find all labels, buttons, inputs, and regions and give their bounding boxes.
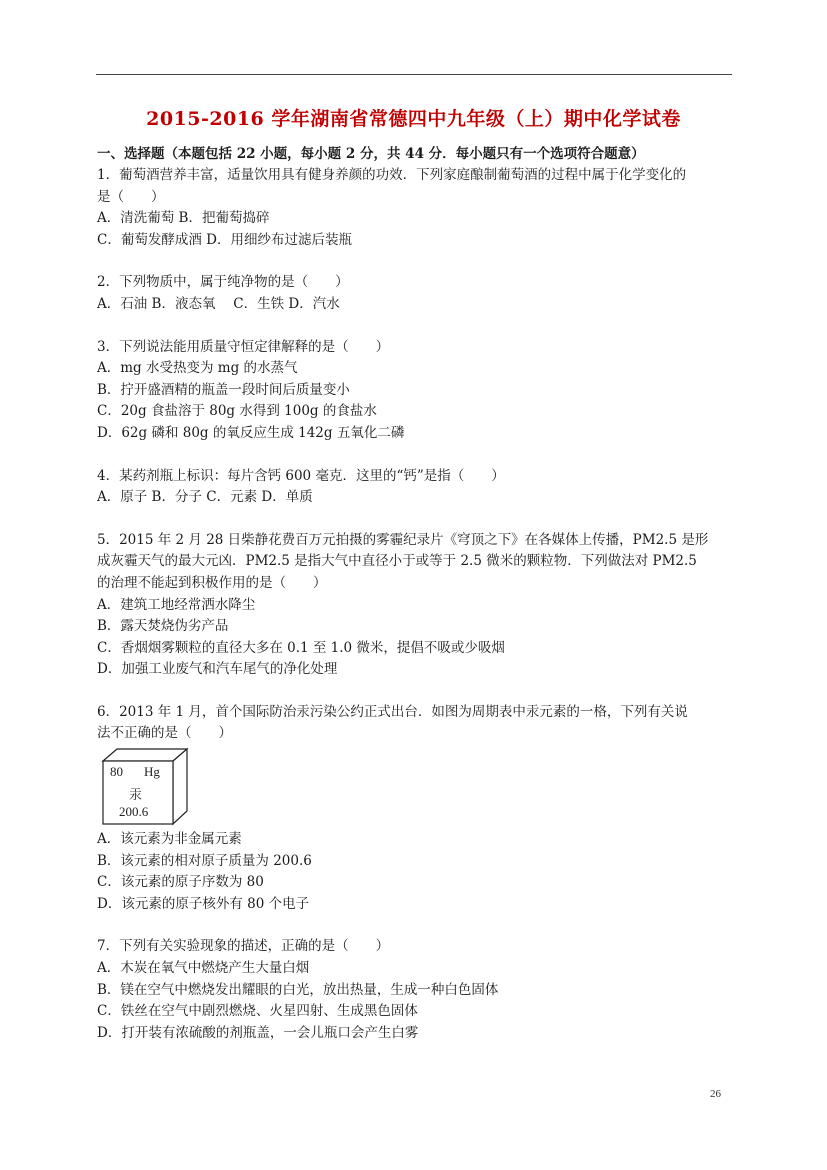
document-body	[97, 143, 733, 1044]
question-text: 4．某药剂瓶上标识：每片含钙 600 毫克．这里的“钙”是指（ ）	[97, 467, 505, 484]
question-text: 是（ ）	[97, 188, 165, 205]
option-line: C．20g 食盐溶于 80g 水得到 100g 的食盐水	[97, 403, 377, 420]
question-text: 3．下列说法能用质量守恒定律解释的是（ ）	[97, 338, 390, 355]
atomic-number: 80	[110, 764, 123, 780]
question-7	[97, 936, 733, 1044]
question-text: 1．葡萄酒营养丰富，适量饮用具有健身养颜的功效．下列家庭酿制葡萄酒的过程中属于化学变化的	[97, 167, 687, 183]
question-5	[97, 530, 733, 681]
periodic-cell-drawing	[101, 747, 197, 827]
periodic-table-cell	[101, 747, 197, 827]
page-number: 26	[710, 1088, 721, 1100]
option-line: B．拧开盛酒精的瓶盖一段时间后质量变小	[97, 381, 350, 398]
question-text: 成灰霾天气的最大元凶．PM2.5 是指大气中直径小于或等于 2.5 微米的颗粒物．下列做法对 PM2.5	[97, 553, 697, 570]
question-text: 6．2013 年 1 月，首个国际防治汞污染公约正式出台．如图为周期表中汞元素的一格，下列有关说	[97, 703, 688, 720]
header-rule	[96, 74, 732, 75]
option-line: C．香烟烟雾颗粒的直径大多在 0.1 至 1.0 微米，提倡不吸或少吸烟	[97, 639, 505, 656]
element-symbol: Hg	[144, 764, 160, 780]
option-line: C．葡萄发酵成酒 D．用细纱布过滤后装瓶	[97, 231, 352, 248]
question-text: 7．下列有关实验现象的描述，正确的是（ ）	[97, 938, 390, 955]
question-text: 法不正确的是（ ）	[97, 725, 232, 742]
option-line: B．该元素的相对原子质量为 200.6	[97, 852, 312, 869]
question-2	[97, 272, 733, 315]
option-line: D．62g 磷和 80g 的氧反应生成 142g 五氧化二磷	[97, 424, 405, 441]
option-line: C．该元素的原子序数为 80	[97, 874, 264, 891]
question-3	[97, 337, 733, 445]
question-4	[97, 466, 733, 509]
option-line: A．石油 B．液态氧 C．生铁 D．汽水	[97, 295, 340, 312]
option-line: A．清洗葡萄 B．把葡萄捣碎	[97, 210, 270, 227]
option-line: D．该元素的原子核外有 80 个电子	[97, 895, 310, 912]
option-line: A．建筑工地经常洒水降尘	[97, 596, 256, 613]
document-title: 2015-2016 学年湖南省常德四中九年级（上）期中化学试卷	[146, 108, 681, 130]
question-text: 5．2015 年 2 月 28 日柴静花费百万元拍摄的雾霾纪录片《穹顶之下》在各媒体上传播，PM2.5 是形	[97, 531, 709, 548]
option-line: D．打开装有浓硫酸的剂瓶盖，一会儿瓶口会产生白雾	[97, 1024, 419, 1041]
option-line: B．露天焚烧伪劣产品	[97, 618, 229, 635]
option-line: C．铁丝在空气中剧烈燃烧、火星四射、生成黑色固体	[97, 1003, 418, 1020]
option-line: A．该元素为非金属元素	[97, 831, 242, 848]
atomic-mass: 200.6	[119, 804, 149, 820]
option-line: A．原子 B．分子 C．元素 D．单质	[97, 489, 313, 506]
question-6	[97, 702, 733, 916]
question-text: 2．下列物质中，属于纯净物的是（ ）	[97, 274, 349, 291]
option-line: B．镁在空气中燃烧发出耀眼的白光，放出热量，生成一种白色固体	[97, 981, 499, 998]
option-line: A．木炭在氧气中燃烧产生大量白烟	[97, 960, 310, 977]
question-1	[97, 165, 733, 251]
option-line: A．mg 水受热变为 mg 的水蒸气	[97, 360, 298, 377]
section-heading: 一、选择题（本题包括 22 小题，每小题 2 分，共 44 分．每小题只有一个选项符合题意）	[97, 146, 645, 162]
question-text: 的治理不能起到积极作用的是（ ）	[97, 574, 327, 591]
option-line: D．加强工业废气和汽车尾气的净化处理	[97, 661, 338, 678]
element-name: 汞	[129, 788, 143, 804]
